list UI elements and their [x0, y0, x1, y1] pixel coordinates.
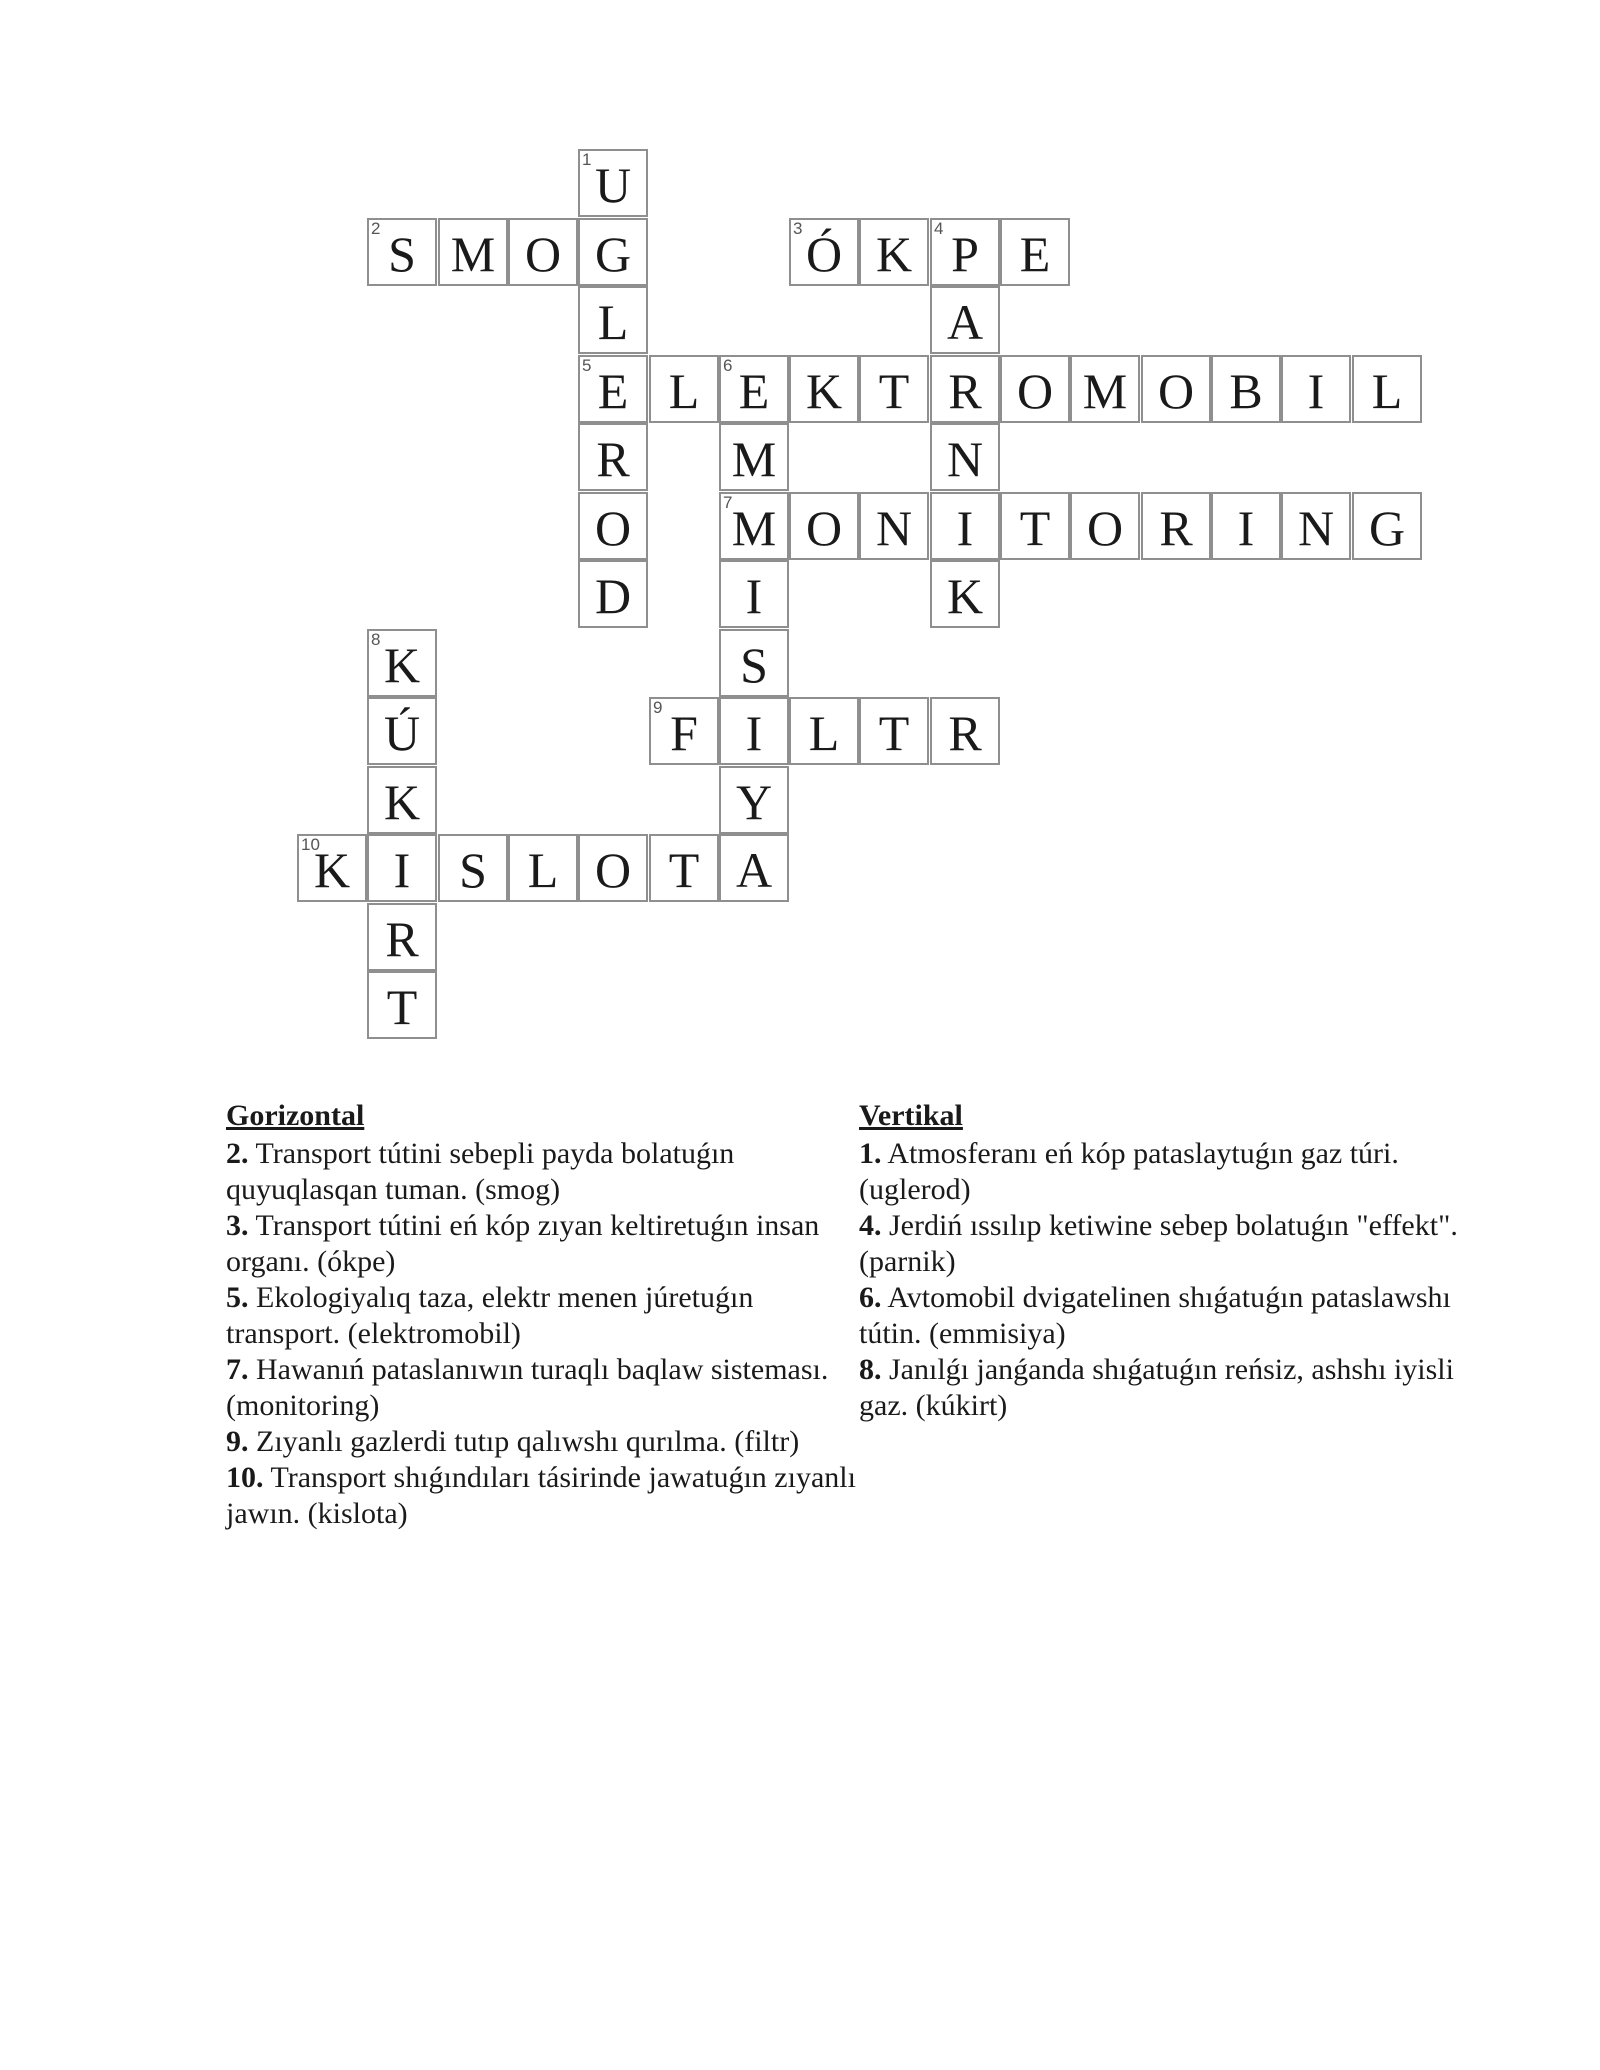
crossword-cell[interactable]	[367, 834, 437, 902]
crossword-cell[interactable]	[578, 560, 648, 628]
cell-letter: G	[1368, 500, 1406, 556]
clue-number-label: 7	[723, 493, 733, 512]
cell-letter: D	[594, 568, 632, 624]
crossword-cell[interactable]	[859, 492, 929, 560]
clue-number: 5.	[226, 1281, 249, 1314]
crossword-cell[interactable]	[1141, 355, 1211, 423]
crossword-cell[interactable]	[930, 423, 1000, 491]
clue-8	[859, 1352, 1499, 1424]
crossword-cell[interactable]	[649, 697, 719, 765]
crossword-cell[interactable]	[719, 560, 789, 628]
clue-number-label: 8	[371, 630, 381, 649]
crossword-cell[interactable]	[578, 149, 648, 217]
crossword-cell[interactable]	[719, 834, 789, 902]
crossword-cell[interactable]	[649, 355, 719, 423]
crossword-cell[interactable]	[367, 903, 437, 971]
clue-number: 2.	[226, 1137, 249, 1170]
cell-letter: G	[594, 226, 632, 282]
clue-number: 10.	[226, 1461, 264, 1494]
crossword-cell[interactable]	[367, 697, 437, 765]
crossword-cell[interactable]	[719, 766, 789, 834]
clue-number: 9.	[226, 1425, 249, 1458]
clue-number: 7.	[226, 1353, 249, 1386]
cell-letter: N	[875, 500, 913, 556]
crossword-cell[interactable]	[930, 492, 1000, 560]
clue-text: Janılǵı janǵanda shıǵatuǵın reńsiz, ashshı iyisli gaz. (kúkirt)	[859, 1353, 1454, 1422]
crossword-cell[interactable]	[649, 834, 719, 902]
cell-letter: K	[383, 637, 421, 693]
crossword-cell[interactable]	[859, 697, 929, 765]
crossword-cell[interactable]	[930, 560, 1000, 628]
crossword-cell[interactable]	[1141, 492, 1211, 560]
cell-letter: F	[670, 705, 698, 761]
clue-4	[859, 1208, 1499, 1280]
crossword-cell[interactable]	[367, 971, 437, 1039]
cell-letter: O	[805, 500, 843, 556]
cell-letter: I	[745, 705, 763, 761]
cell-letter: L	[668, 363, 700, 419]
crossword-cell[interactable]	[789, 218, 859, 286]
clue-10	[226, 1460, 856, 1532]
cell-letter: S	[459, 842, 487, 898]
cell-letter: E	[738, 363, 770, 419]
clue-6	[859, 1280, 1499, 1352]
clue-text: Zıyanlı gazlerdi tutıp qalıwshı qurılma. (filtr)	[248, 1425, 800, 1458]
clue-text: Ekologiyalıq taza, elektr menen júretuǵın transport. (elektromobil)	[226, 1281, 754, 1350]
clue-number: 1.	[859, 1137, 882, 1170]
crossword-cell[interactable]	[1070, 492, 1140, 560]
cell-letter: L	[808, 705, 840, 761]
horizontal-clues	[226, 1098, 856, 1532]
clue-number-label: 6	[723, 356, 733, 375]
cell-letter: O	[1157, 363, 1195, 419]
clue-text: Atmosferanı eń kóp pataslaytuǵın gaz túri. (uglerod)	[859, 1137, 1399, 1206]
crossword-cell[interactable]	[789, 355, 859, 423]
cell-letter: Y	[735, 774, 773, 830]
cell-letter: O	[1016, 363, 1054, 419]
clue-number-label: 10	[301, 835, 320, 854]
clue-number-label: 1	[582, 150, 592, 169]
clue-text: Transport tútini eń kóp zıyan keltiretuǵın insan organı. (ókpe)	[226, 1209, 820, 1278]
crossword-cell[interactable]	[789, 492, 859, 560]
crossword-cell[interactable]	[367, 766, 437, 834]
cell-letter: O	[594, 500, 632, 556]
cell-letter: K	[946, 568, 984, 624]
cell-letter: O	[594, 842, 632, 898]
cell-letter: A	[946, 294, 984, 350]
crossword-cell[interactable]	[1211, 355, 1281, 423]
cell-letter: A	[735, 842, 773, 898]
crossword-cell[interactable]	[930, 355, 1000, 423]
crossword-cell[interactable]	[1211, 492, 1281, 560]
cell-letter: M	[1082, 363, 1128, 419]
clue-number-label: 5	[582, 356, 592, 375]
cell-letter: K	[805, 363, 843, 419]
clue-3	[226, 1208, 856, 1280]
crossword-cell[interactable]	[719, 423, 789, 491]
crossword-cell[interactable]	[1352, 492, 1422, 560]
cell-letter: T	[668, 842, 700, 898]
crossword-cell[interactable]	[1281, 355, 1351, 423]
cell-letter: M	[731, 500, 777, 556]
cell-letter: P	[951, 226, 979, 282]
cell-letter: O	[1086, 500, 1124, 556]
crossword-cell[interactable]	[789, 697, 859, 765]
cell-letter: K	[875, 226, 913, 282]
cell-letter: R	[948, 705, 982, 761]
crossword-cell[interactable]	[508, 218, 578, 286]
crossword-cell[interactable]	[508, 834, 578, 902]
cell-letter: I	[956, 500, 974, 556]
cell-letter: I	[393, 842, 411, 898]
crossword-cell[interactable]	[930, 697, 1000, 765]
clue-text: Avtomobil dvigatelinen shıǵatuǵın pataslawshı tútin. (emmisiya)	[859, 1281, 1451, 1350]
crossword-cell[interactable]	[578, 834, 648, 902]
cell-letter: T	[1019, 500, 1051, 556]
cell-letter: M	[731, 431, 777, 487]
crossword-cell[interactable]	[578, 218, 648, 286]
crossword-cell[interactable]	[719, 629, 789, 697]
cell-letter: I	[1237, 500, 1255, 556]
cell-letter: R	[1159, 500, 1193, 556]
cell-letter: Ó	[805, 226, 843, 282]
clue-9	[226, 1424, 856, 1460]
clue-number-label: 9	[653, 698, 663, 717]
cell-letter: T	[878, 705, 910, 761]
vertical-heading: Vertikal	[859, 1099, 963, 1132]
crossword-cell[interactable]	[719, 697, 789, 765]
clue-number: 6.	[859, 1281, 882, 1314]
cell-letter: Ú	[383, 705, 421, 761]
cell-letter: U	[594, 157, 632, 213]
crossword-cell[interactable]	[578, 492, 648, 560]
crossword-cell[interactable]	[719, 492, 789, 560]
cell-letter: T	[386, 979, 418, 1035]
cell-letter: O	[524, 226, 562, 282]
crossword-cell[interactable]	[578, 286, 648, 354]
clue-2	[226, 1136, 856, 1208]
crossword-cell[interactable]	[438, 218, 508, 286]
cell-letter: R	[385, 911, 419, 967]
crossword-cell[interactable]	[859, 355, 929, 423]
cell-letter: N	[1297, 500, 1335, 556]
clue-text: Transport shıǵındıları tásirinde jawatuǵın zıyanlı jawın. (kislota)	[226, 1461, 856, 1530]
cell-letter: R	[948, 363, 982, 419]
clue-7	[226, 1352, 856, 1424]
clue-number: 8.	[859, 1353, 882, 1386]
crossword-cell[interactable]	[1000, 492, 1070, 560]
crossword-cell[interactable]	[1352, 355, 1422, 423]
clue-1	[859, 1136, 1499, 1208]
vertical-clues	[859, 1098, 1499, 1424]
crossword-cell[interactable]	[1070, 355, 1140, 423]
cell-letter: N	[946, 431, 984, 487]
crossword-cell[interactable]	[578, 355, 648, 423]
crossword-cell[interactable]	[1000, 218, 1070, 286]
cell-letter: K	[313, 842, 351, 898]
clue-number-label: 4	[934, 219, 944, 238]
cell-letter: S	[740, 637, 768, 693]
clue-number: 4.	[859, 1209, 882, 1242]
cell-letter: E	[597, 363, 629, 419]
cell-letter: R	[596, 431, 630, 487]
cell-letter: E	[1019, 226, 1051, 282]
crossword-cell[interactable]	[1000, 355, 1070, 423]
crossword-cell[interactable]	[719, 355, 789, 423]
clue-number-label: 3	[793, 219, 803, 238]
cell-letter: M	[450, 226, 496, 282]
clue-text: Jerdiń ıssılıp ketiwine sebep bolatuǵın "effekt". (parnik)	[859, 1209, 1458, 1278]
crossword-cell[interactable]	[367, 629, 437, 697]
crossword-cell[interactable]	[297, 834, 367, 902]
cell-letter: K	[383, 774, 421, 830]
crossword-cell[interactable]	[930, 286, 1000, 354]
crossword-cell[interactable]	[578, 423, 648, 491]
cell-letter: I	[1307, 363, 1325, 419]
cell-letter: L	[527, 842, 559, 898]
clue-5	[226, 1280, 856, 1352]
cell-letter: S	[388, 226, 416, 282]
horizontal-heading: Gorizontal	[226, 1099, 365, 1132]
crossword-cell[interactable]	[930, 218, 1000, 286]
clue-number: 3.	[226, 1209, 249, 1242]
cell-letter: L	[597, 294, 629, 350]
crossword-cell[interactable]	[859, 218, 929, 286]
crossword-cell[interactable]	[367, 218, 437, 286]
cell-letter: L	[1371, 363, 1403, 419]
clue-text: Transport tútini sebepli payda bolatuǵın quyuqlasqan tuman. (smog)	[226, 1137, 735, 1206]
cell-letter: T	[878, 363, 910, 419]
crossword-cell[interactable]	[438, 834, 508, 902]
crossword-cell[interactable]	[1281, 492, 1351, 560]
clue-number-label: 2	[371, 219, 381, 238]
clue-text: Hawanıń pataslanıwın turaqlı baqlaw sisteması. (monitoring)	[226, 1353, 829, 1422]
cell-letter: B	[1229, 363, 1263, 419]
cell-letter: I	[745, 568, 763, 624]
